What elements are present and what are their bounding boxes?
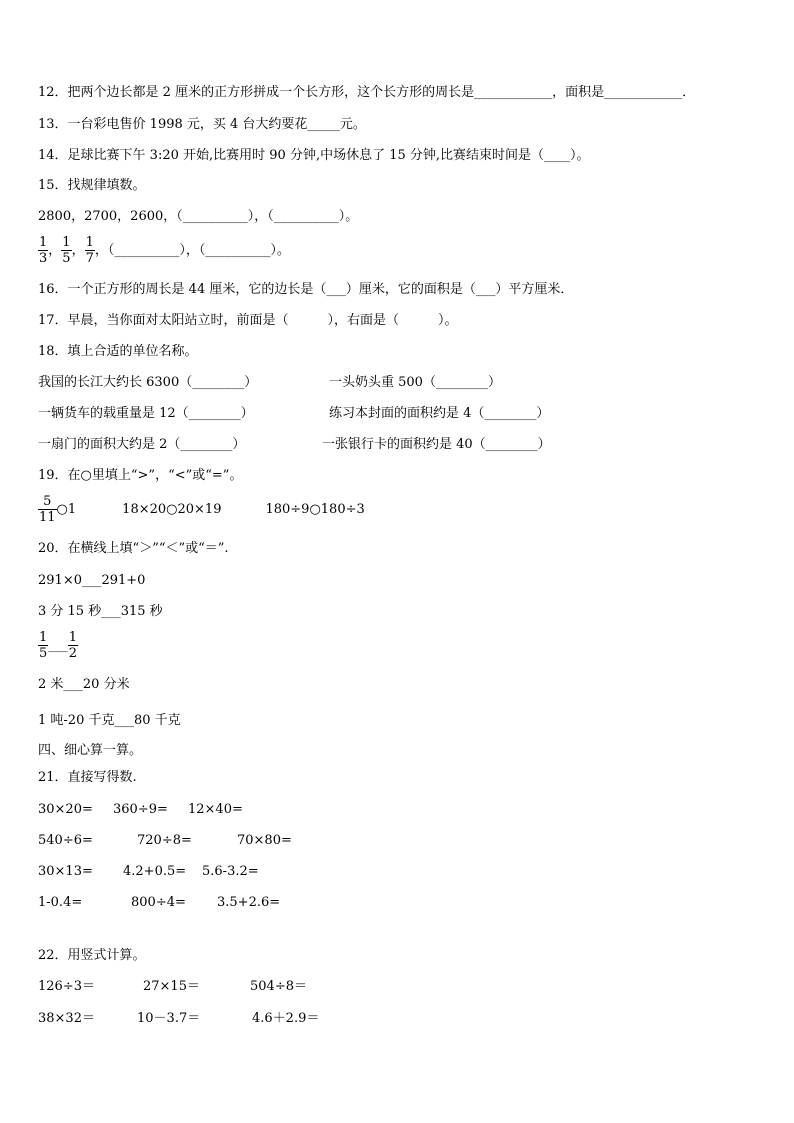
fraction: $\frac{1}{5}$ [39,630,48,661]
calc-item: 800÷4= [131,895,186,910]
calc-item: 12×40= [188,802,243,817]
question-13: 13．一台彩电售价 1998 元，买 4 台大约要花_____元。 [38,117,366,132]
question-15-fraction-sequence: $\frac{1}{3}$ ， $\frac{1}{5}$ ， $\frac{1}{7}$ ，（__________），（__________）。 [39,235,290,266]
question-16: 16．一个正方形的周长是 44 厘米，它的边长是（___）厘米，它的面积是（___）平方厘米． [38,282,574,297]
question-17: 17．早晨，当你面对太阳站立时，前面是（ ），右面是（ ）。 [38,313,458,328]
calc-item: 10－3.7＝ [137,1011,201,1026]
calc-item: 720÷8= [137,833,192,848]
calc-item: 30×20= [38,802,93,817]
calc-item: 126÷3＝ [38,979,95,994]
compare-line: 291×0___291+0 [38,573,146,588]
question-15-sequence: 2800，2700，2600，（__________），（__________）。 [38,209,359,224]
calc-item: 27×15＝ [143,979,200,994]
calc-item: 38×32＝ [38,1011,95,1026]
compare-fractions: $\frac{1}{5}$ ___ $\frac{1}{2}$ [39,630,78,661]
calc-item: 1-0.4= [38,895,83,910]
section-heading: 四、细心算一算。 [38,743,143,758]
calc-item: 540÷6= [38,833,93,848]
question-14: 14．足球比赛下午 3:20 开始,比赛用时 90 分钟,中场休息了 15 分钟,比赛结束时间是（____）。 [38,148,590,163]
question-15-title: 15．找规律填数。 [38,178,146,193]
fraction: $\frac{1}{7}$ [85,235,94,266]
fraction: $\frac{1}{3}$ [39,235,48,266]
unit-item: 练习本封面的面积约是 4（________） [329,406,550,421]
question-19-title: 19．在○里填上“>”，“<”或“=”。 [38,468,243,483]
question-12: 12．把两个边长都是 2 厘米的正方形拼成一个长方形，这个长方形的周长是____________，面积是____________． [38,85,696,100]
compare-line: 1 吨-20 千克___80 千克 [38,713,181,728]
unit-item: 一辆货车的载重量是 12（________） [38,406,254,421]
calc-item: 4.6＋2.9＝ [252,1011,320,1026]
compare-line: 2 米___20 分米 [38,677,130,692]
unit-item: 一扇门的面积大约是 2（________） [38,437,246,452]
compare-line: 3 分 15 秒___315 秒 [38,604,163,619]
calc-item: 504÷8＝ [250,979,307,994]
calc-item: 70×80= [237,833,292,848]
fraction: $\frac{1}{5}$ [62,235,71,266]
calc-item: 4.2+0.5= [123,864,187,879]
unit-item: 我国的长江大约长 6300（________） [38,375,258,390]
unit-item: 一头奶头重 500（________） [329,375,501,390]
fraction: $\frac{1}{2}$ [68,630,78,661]
calc-item: 3.5+2.6= [217,895,281,910]
question-20-title: 20．在横线上填“＞”“＜”或“＝”. [38,541,229,556]
question-22-title: 22．用竖式计算。 [38,948,146,963]
fraction: $\frac{5}{11}$ [39,494,56,525]
question-18-title: 18．填上合适的单位名称。 [38,344,198,359]
calc-item: 5.6-3.2= [202,864,259,879]
unit-item: 一张银行卡的面积约是 40（________） [322,437,551,452]
calc-item: 30×13= [38,864,93,879]
question-19-expressions: $\frac{5}{11}$ ○1 18×20○20×19 180÷9○180÷3 [39,494,365,525]
question-21-title: 21．直接写得数. [38,770,137,785]
calc-item: 360÷9= [113,802,168,817]
